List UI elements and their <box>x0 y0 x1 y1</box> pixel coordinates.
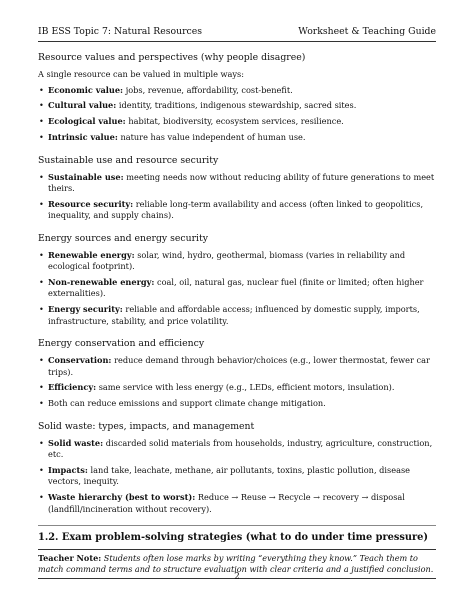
header-rule <box>38 41 436 42</box>
header-title: IB ESS Topic 7: Natural Resources <box>38 26 203 37</box>
bullet-icon: • <box>39 382 44 393</box>
header-subtitle: Worksheet & Teaching Guide <box>298 26 436 37</box>
bullet-icon: • <box>39 437 44 448</box>
bullet-icon: • <box>39 132 44 143</box>
list-item <box>38 304 436 327</box>
teacher-note-text: Students often lose marks by writing “everything they know.” Teach them to match command terms and to structure evaluation with clear criteria and a justified conclusion. <box>38 553 434 575</box>
bullet-icon: • <box>39 398 44 409</box>
item-text: coal, oil, natural gas, nuclear fuel (finite or limited; often higher externalities). <box>48 277 424 299</box>
item-text: Reduce → Reuse → Recycle → recovery → disposal (landfill/incineration without recovery). <box>48 492 405 514</box>
item-term: Sustainable use: <box>48 171 124 182</box>
item-term: Solid waste: <box>48 437 104 448</box>
list-item <box>38 438 436 461</box>
item-text: same service with less energy (e.g., LEDs, efficient motors, insulation). <box>98 382 395 393</box>
list-item <box>38 492 436 515</box>
section-heading-values: Resource values and perspectives (why people disagree) <box>38 52 306 63</box>
item-text: solar, wind, hydro, geothermal, biomass (varies in reliability and ecological footprint). <box>48 249 406 272</box>
list-item <box>38 398 436 409</box>
list-item <box>38 199 436 222</box>
bullet-icon: • <box>39 199 44 210</box>
bullet-icon: • <box>39 304 44 315</box>
item-text: habitat, biodiversity, ecosystem services, resilience. <box>128 116 344 127</box>
list-waste <box>38 438 436 515</box>
item-term: Intrinsic value: <box>48 132 118 143</box>
list-item <box>38 100 436 111</box>
item-term: Non-renewable energy: <box>48 277 155 288</box>
item-text: reliable and affordable access; influenced by domestic supply, imports, infrastructure, stability, and price volatility. <box>48 304 420 326</box>
list-item <box>38 355 436 378</box>
bullet-icon: • <box>39 116 44 127</box>
item-term: Conservation: <box>48 355 112 366</box>
list-item <box>38 85 436 96</box>
running-header <box>38 26 436 40</box>
bullet-icon: • <box>39 465 44 476</box>
bullet-icon: • <box>39 84 44 95</box>
list-item <box>38 172 436 195</box>
item-text: discarded solid materials from households, industry, agriculture, construction, etc. <box>48 437 433 460</box>
list-item <box>38 116 436 127</box>
section-heading-waste: Solid waste: types, impacts, and management <box>38 420 255 432</box>
list-item <box>38 465 436 488</box>
item-text: jobs, revenue, affordability, cost-benefit. <box>125 84 293 95</box>
bullet-icon: • <box>39 100 44 111</box>
item-text: reliable long-term availability and access (often linked to geopolitics, inequality, and supply chains). <box>48 199 424 221</box>
teacher-note-label: Teacher Note: <box>38 553 102 564</box>
list-item <box>38 250 436 273</box>
list-item <box>38 382 436 393</box>
bullet-icon: • <box>39 171 44 182</box>
item-text: Both can reduce emissions and support climate change mitigation. <box>48 398 326 409</box>
list-conservation <box>38 355 436 409</box>
item-text: nature has value independent of human use. <box>120 132 306 143</box>
page-number: 2 <box>234 572 240 582</box>
page-body <box>38 52 436 579</box>
item-term: Cultural value: <box>48 100 117 111</box>
item-term: Renewable energy: <box>48 249 135 260</box>
section-intro: A single resource can be valued in multiple ways: <box>38 69 244 80</box>
list-values <box>38 85 436 144</box>
item-term: Waste hierarchy (best to worst): <box>48 492 196 503</box>
item-text: identity, traditions, indigenous stewardship, sacred sites. <box>118 100 357 111</box>
bullet-icon: • <box>39 492 44 503</box>
bullet-icon: • <box>39 249 44 260</box>
subsection-heading: 1.2. Exam problem-solving strategies (what to do under time pressure) <box>38 525 436 543</box>
section-heading-security: Sustainable use and resource security <box>38 154 219 166</box>
list-item <box>38 132 436 143</box>
item-term: Impacts: <box>48 465 88 476</box>
item-text: meeting needs now without reducing ability of future generations to meet theirs. <box>48 171 435 194</box>
item-term: Economic value: <box>48 84 124 95</box>
bullet-icon: • <box>39 277 44 288</box>
item-term: Ecological value: <box>48 116 126 127</box>
list-item <box>38 277 436 300</box>
section-heading-energy: Energy sources and energy security <box>38 232 209 244</box>
list-energy <box>38 250 436 327</box>
item-term: Resource security: <box>48 199 134 210</box>
section-heading-conservation: Energy conservation and efficiency <box>38 337 205 349</box>
bullet-icon: • <box>39 355 44 366</box>
item-term: Energy security: <box>48 304 123 315</box>
item-text: reduce demand through behavior/choices (e.g., lower thermostat, fewer car trips). <box>48 355 430 377</box>
list-security <box>38 172 436 222</box>
item-term: Efficiency: <box>48 382 97 393</box>
item-text: land take, leachate, methane, air pollutants, toxins, plastic pollution, disease vectors, inequity. <box>48 465 410 487</box>
